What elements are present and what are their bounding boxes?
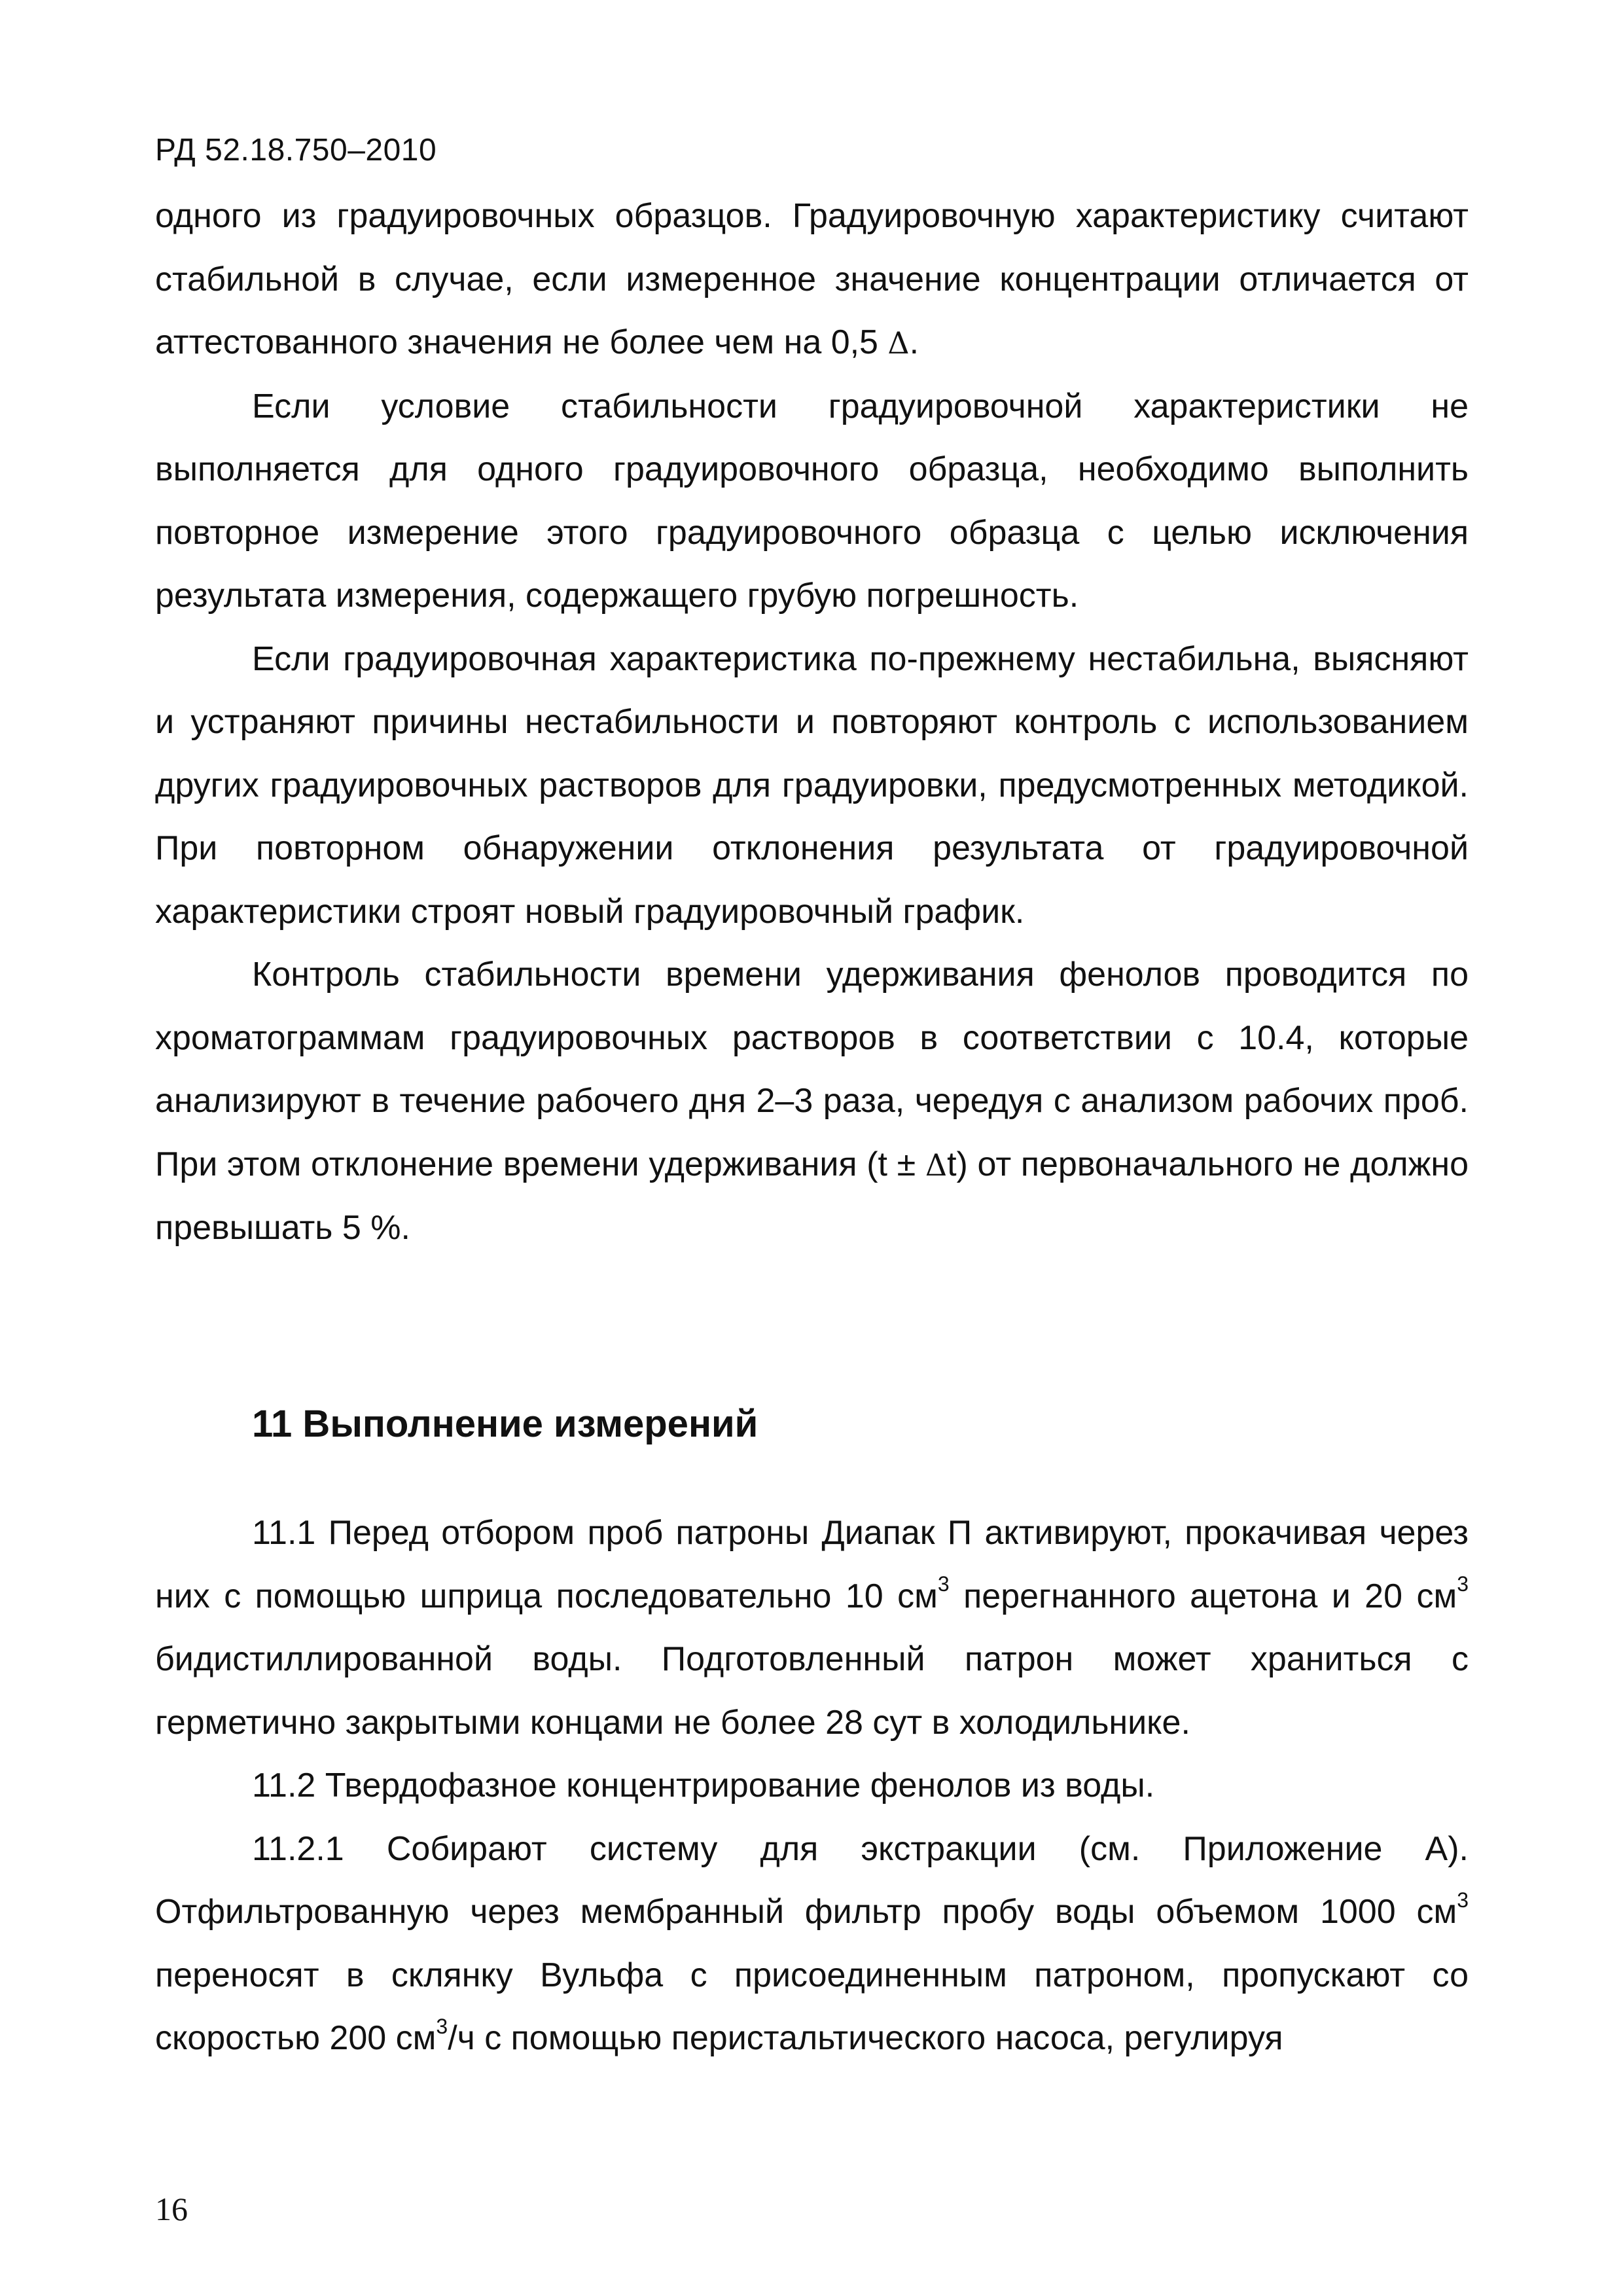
delta-symbol: Δ: [925, 1147, 948, 1183]
delta-symbol: Δ: [887, 325, 910, 361]
superscript: 3: [1457, 1888, 1469, 1912]
paragraph-repeat-measurement: Если условие стабильности градуировочной характеристики не выполняется для одного градуировочного образца, необходимо выполнить повторное измерение этого градуировочного образца с целью исключения результата измерения, содержащего грубую погрешность.: [155, 387, 1469, 615]
superscript: 3: [1457, 1572, 1469, 1596]
superscript: 3: [436, 2014, 448, 2038]
text-block-upper: [155, 185, 1469, 1260]
paragraph-instability-actions: Если градуировочная характеристика по-прежнему нестабильна, выясняют и устраняют причины нестабильности и повторяют контроль с использованием других градуировочных растворов для градуировки, предусмотренных методикой. При повторном обнаружении отклонения результата от градуировочной характеристики строят новый градуировочный график.: [155, 639, 1469, 931]
section-heading: 11 Выполнение измерений: [252, 1403, 758, 1445]
paragraph-11-2-1: 11.2.1 Собирают систему для экстракции (см. Приложение А). Отфильтрованную через мембранный фильтр пробу воды объемом 1000 $см^3$ переносят в склянку Вульфа с присоединенным патроном, пропускают со скоростью 200 $см^3/ч$ с помощью перистальтического насоса, регулируя: [155, 1829, 1469, 2057]
paragraph-stability-criterion: одного из градуировочных образцов. Градуировочную характеристику считают стабильной в случае, если измеренное значение концентрации отличается от аттестованного значения не более чем на 0,5 Δ.: [155, 197, 1469, 361]
paragraph-11-2: 11.2 Твердофазное концентрирование фенолов из воды.: [252, 1767, 1155, 1804]
document-code: РД 52.18.750–2010: [155, 133, 437, 168]
page-number: 16: [155, 2191, 188, 2227]
paragraph-11-1: 11.1 Перед отбором проб патроны Диапак П активируют, прокачивая через них с помощью шприца последовательно 10 $см^3$ перегнанного ацетона и 20 $см^3$ бидистиллированной воды. Подготовленный патрон может храниться с герметично закрытыми концами не более 28 сут в холодильнике.: [155, 1514, 1469, 1742]
paragraph-retention-time-control: Контроль стабильности времени удерживания фенолов проводится по хроматограммам градуировочных растворов в соответствии с 10.4, которые анализируют в течение рабочего дня 2–3 раза, чередуя с анализом рабочих проб. При этом отклонение времени удерживания (t ± Δt) от первоначального не должно превышать 5 %.: [155, 956, 1469, 1247]
superscript: 3: [937, 1572, 950, 1596]
text-block-lower: [155, 1501, 1469, 2070]
